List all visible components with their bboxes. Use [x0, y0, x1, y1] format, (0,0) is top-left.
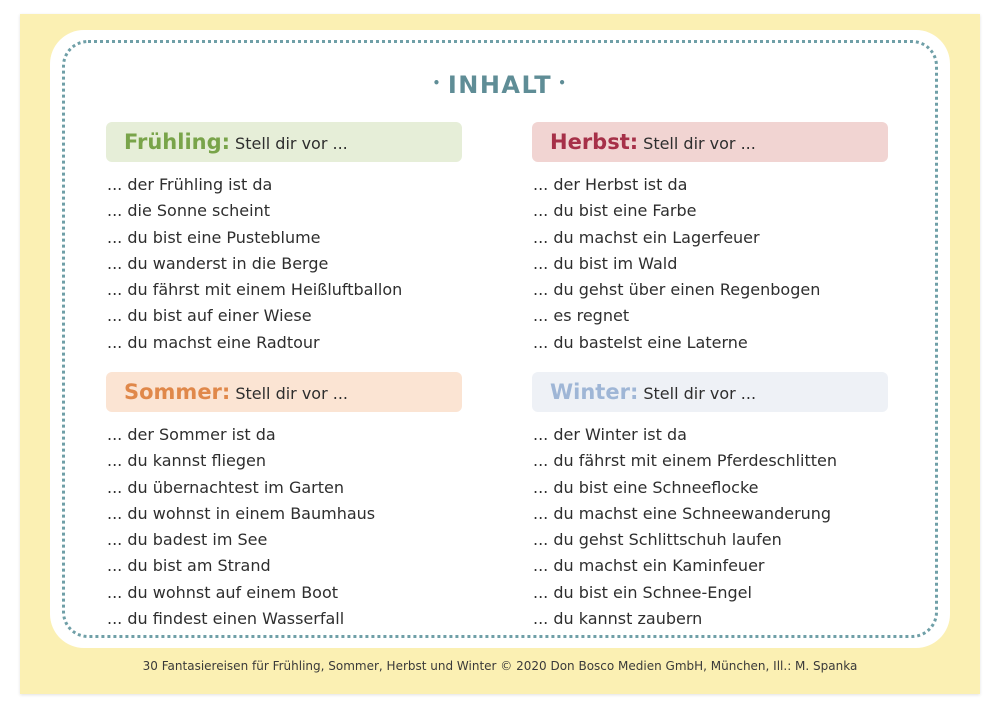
list-item: ... du bist eine Pusteblume [107, 227, 321, 247]
section-header [106, 122, 462, 162]
list-item: ... der Sommer ist da [107, 425, 276, 444]
copyright-footer: 30 Fantasiereisen für Frühling, Sommer, Herbst und Winter © 2020 Don Bosco Medien GmbH, München, Ill.: M. Spanka [142, 659, 858, 673]
section-subtitle: Stell dir vor ... [235, 383, 349, 403]
list-item: ... du bist am Strand [107, 556, 271, 576]
list-item: ... du wohnst auf einem Boot [107, 582, 339, 602]
list-item: ... du machst ein Kaminfeuer [533, 556, 765, 576]
section-subtitle: Stell dir vor ... [643, 383, 757, 403]
list-item: ... du bist auf einer Wiese [107, 306, 312, 326]
list-item: ... du fährst mit einem Pferdeschlitten [533, 451, 838, 471]
list-item: ... du bist eine Schneeflocke [533, 477, 759, 497]
section-name: Herbst: [550, 130, 639, 154]
list-item: ... du wanderst in die Berge [107, 253, 329, 273]
section-summer [106, 372, 462, 632]
section-subtitle: Stell dir vor ... [235, 133, 348, 153]
list-item: ... du bist eine Farbe [533, 201, 697, 221]
list-item: ... du machst ein Lagerfeuer [533, 227, 760, 247]
section-subtitle: Stell dir vor ... [643, 133, 756, 153]
section-name: Frühling: [124, 130, 231, 154]
item-list [107, 172, 462, 356]
list-item: ... du findest einen Wasserfall [107, 609, 345, 629]
list-item: ... der Frühling ist da [107, 175, 273, 194]
title-bullet-right: • [558, 76, 568, 90]
list-item: ... du übernachtest im Garten [107, 477, 345, 497]
list-item: ... du gehst Schlittschuh laufen [533, 530, 782, 550]
list-item: ... du fährst mit einem Heißluftballon [107, 280, 403, 300]
list-item: ... du wohnst in einem Baumhaus [107, 503, 376, 523]
section-name: Winter: [550, 380, 639, 404]
list-item: ... du bist ein Schnee-Engel [533, 582, 752, 602]
section-name: Sommer: [124, 380, 231, 404]
content-card [20, 14, 980, 694]
title-text: INHALT [447, 71, 553, 99]
section-spring [106, 122, 462, 356]
list-item: ... du kannst zaubern [533, 609, 703, 629]
list-item: ... du gehst über einen Regenbogen [533, 280, 821, 300]
list-item: ... du machst eine Radtour [107, 332, 320, 352]
list-item: ... du badest im See [107, 530, 268, 550]
list-item: ... du kannst fliegen [107, 451, 266, 471]
list-item: ... du machst eine Schneewanderung [533, 503, 832, 523]
section-header [106, 372, 462, 412]
list-item: ... es regnet [533, 306, 630, 326]
section-autumn [532, 122, 888, 356]
page-title [50, 71, 950, 99]
list-item: ... der Herbst ist da [533, 175, 688, 194]
content-panel [50, 30, 950, 648]
list-item: ... du bastelst eine Laterne [533, 332, 748, 352]
list-item: ... der Winter ist da [533, 425, 687, 444]
item-list [533, 422, 888, 632]
list-item: ... du bist im Wald [533, 253, 678, 273]
item-list [533, 172, 888, 356]
section-header [532, 122, 888, 162]
section-header [532, 372, 888, 412]
title-bullet-left: • [432, 76, 442, 90]
item-list [107, 422, 462, 632]
list-item: ... die Sonne scheint [107, 201, 271, 221]
section-winter [532, 372, 888, 632]
